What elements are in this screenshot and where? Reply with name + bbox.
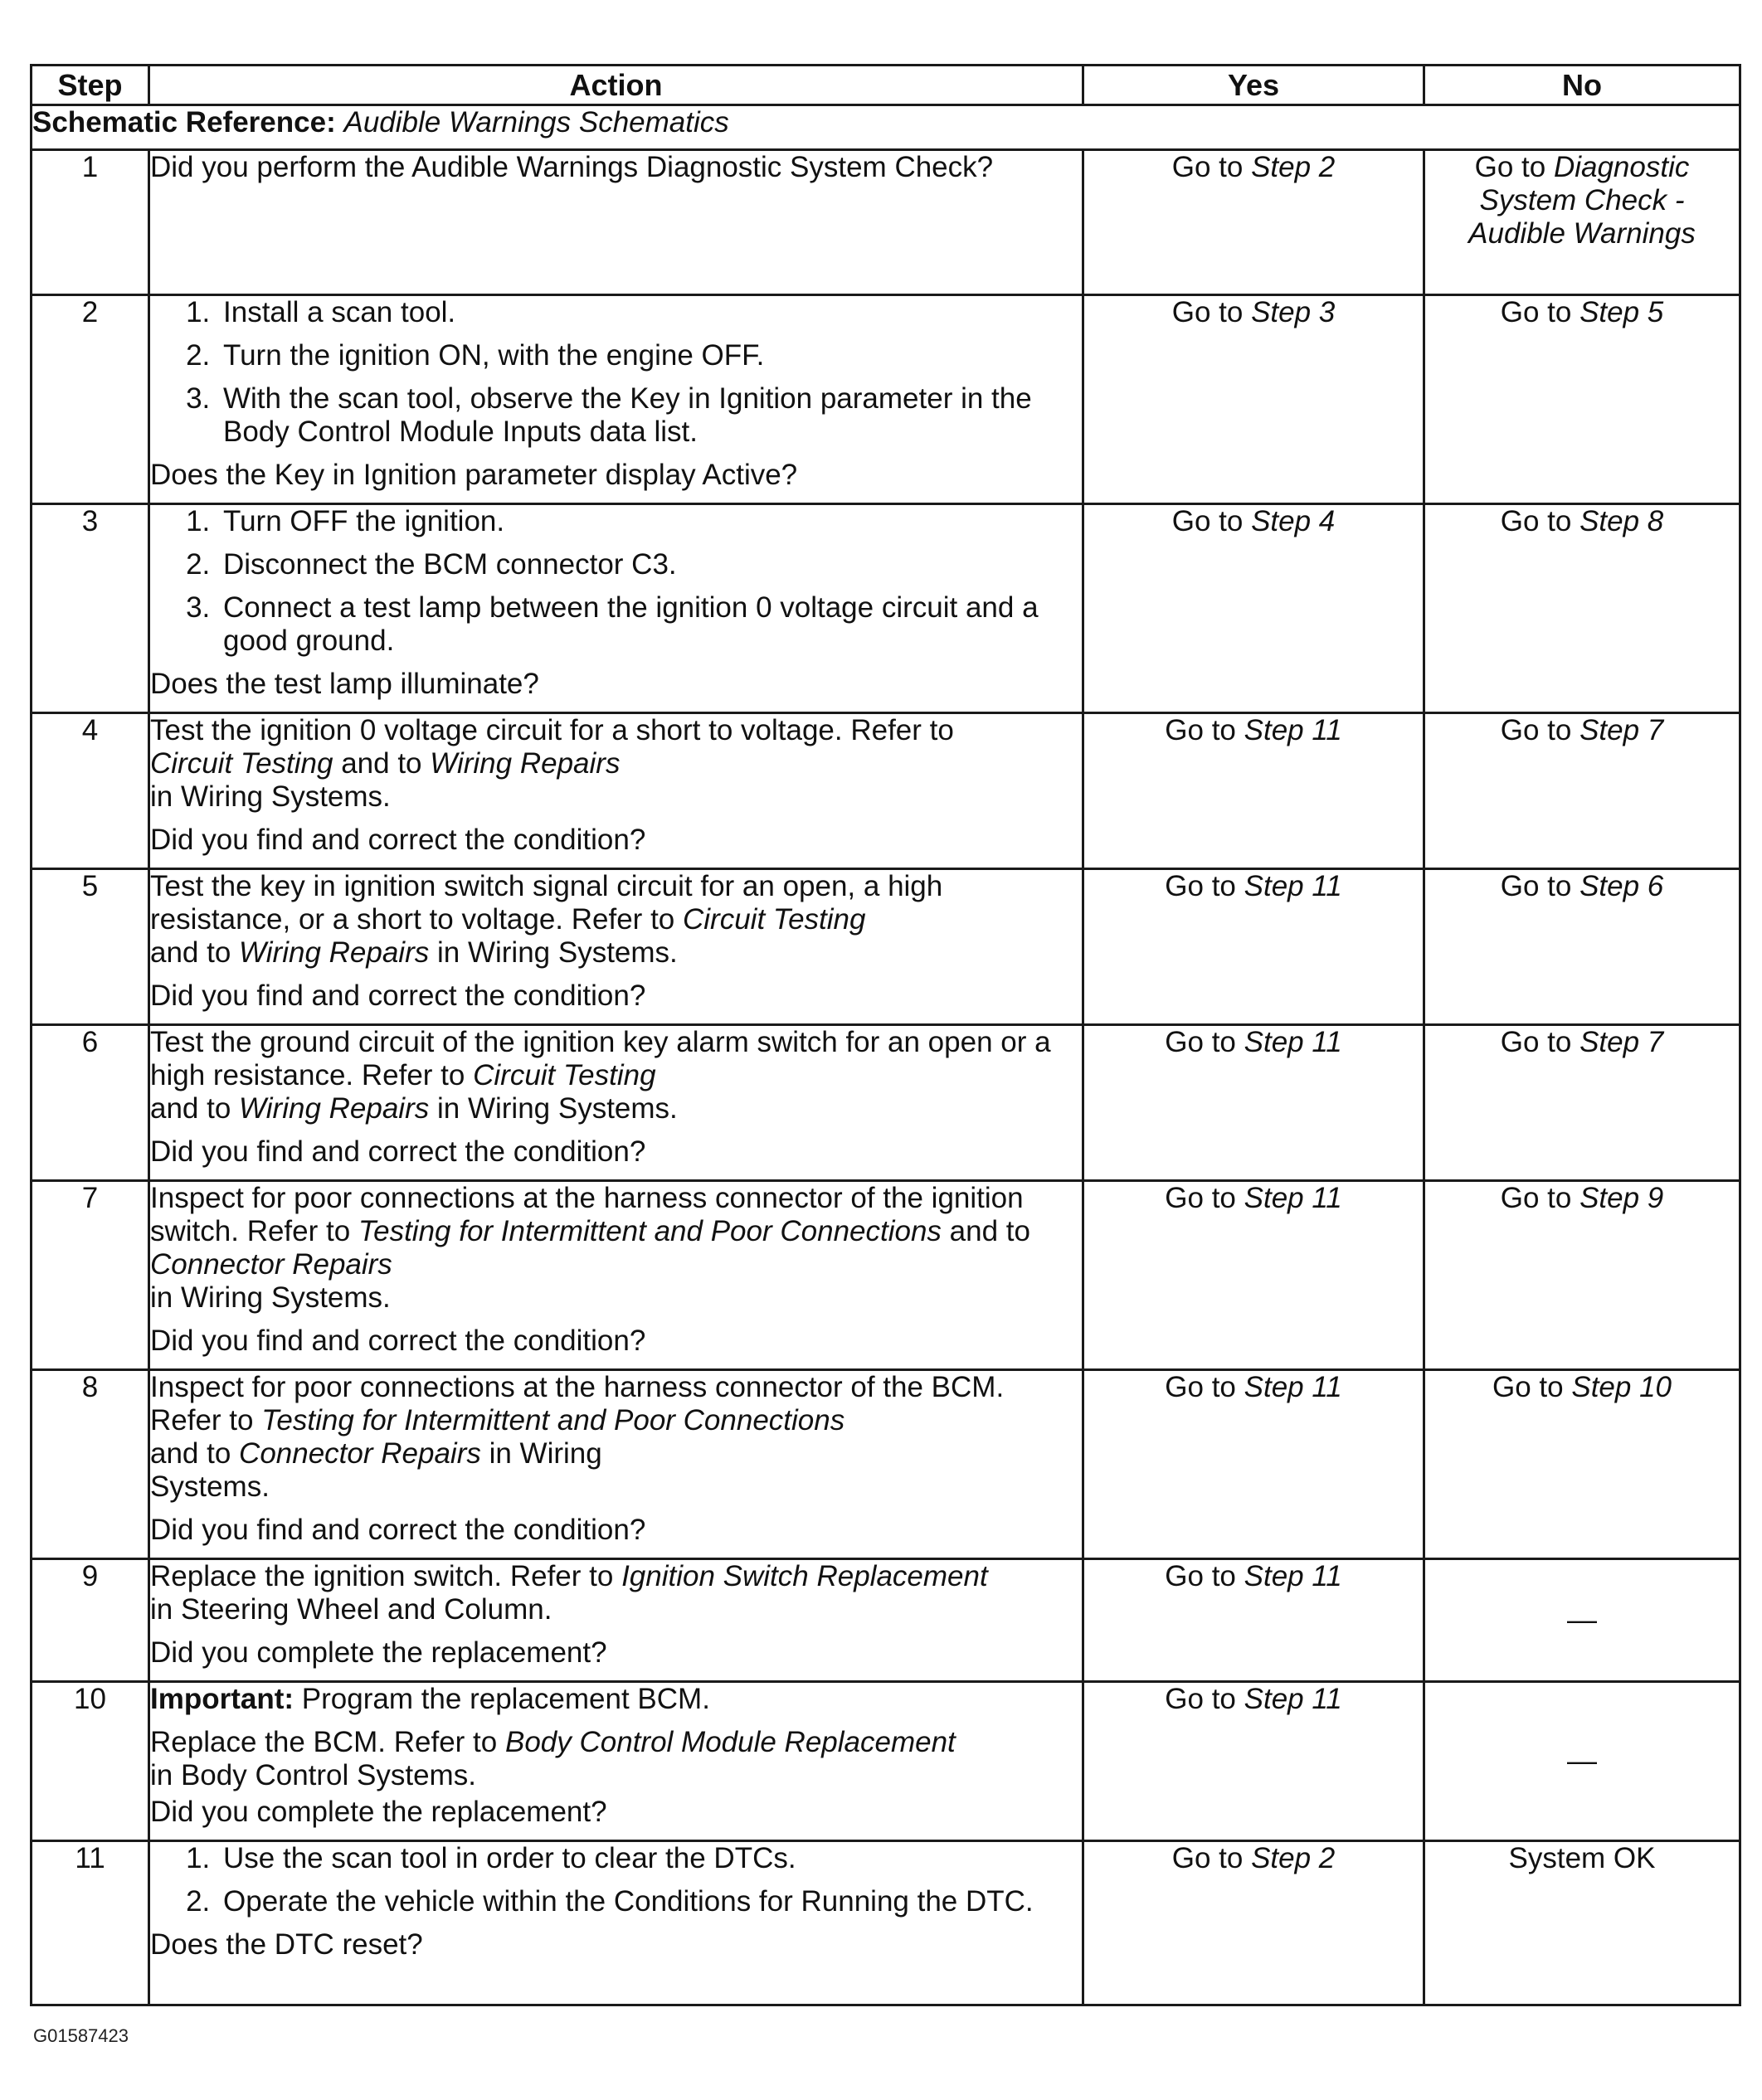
instruction-segment: Systems. [150,1470,270,1503]
action-cell [149,295,1083,504]
table-row [32,869,1740,1025]
instruction-segment: and to [150,936,231,969]
no-prefix: Go to [1500,870,1572,902]
yes-prefix: Go to [1165,1182,1236,1214]
no-dash: — [1567,1602,1597,1636]
procedure-item: 2. Turn the ignition ON, with the engine OFF. [218,339,1082,372]
yes-step-link[interactable]: Step 11 [1244,870,1342,902]
instruction-segment: and to [949,1215,1030,1247]
instruction-text [150,1026,1082,1125]
table-row [32,1682,1740,1841]
yes-step-link[interactable]: Step 3 [1251,296,1336,328]
no-cell [1424,1370,1740,1559]
reference-link[interactable]: Ignition Switch Replacement [621,1560,988,1592]
yes-step-link[interactable]: Step 11 [1244,1560,1342,1592]
no-prefix: Go to [1474,151,1546,183]
table-row [32,504,1740,713]
schematic-label: Schematic Reference: [32,106,336,139]
instruction-segment: in Wiring Systems. [150,780,391,813]
action-cell [149,1559,1083,1682]
no-prefix: Go to [1500,1182,1572,1214]
yes-prefix: Go to [1165,1560,1236,1592]
yes-cell [1083,504,1424,713]
reference-link[interactable]: Testing for Intermittent and Poor Connections [358,1215,942,1247]
no-prefix: Go to [1500,1026,1572,1058]
no-step-link[interactable]: Step 9 [1579,1182,1664,1214]
yes-prefix: Go to [1165,1683,1236,1715]
table-row [32,1025,1740,1181]
yes-prefix: Go to [1165,870,1236,902]
procedure-item: 3. Connect a test lamp between the ignition 0 voltage circuit and a good ground. [218,591,1082,658]
yes-step-link[interactable]: Step 11 [1244,714,1342,746]
instruction-segment: in Wiring Systems. [436,936,678,969]
step-number: 2 [32,295,149,504]
no-cell [1424,713,1740,869]
table-row [32,150,1740,295]
procedure-item: 2. Operate the vehicle within the Conditions for Running the DTC. [218,1885,1082,1918]
instruction-segment: Inspect for poor connections at the harness connector of the BCM. Refer to [150,1371,1005,1436]
no-cell [1424,869,1740,1025]
instruction-text [150,1371,1082,1504]
instruction-text [150,1726,1082,1792]
table-row [32,1370,1740,1559]
reference-link[interactable]: Wiring Repairs [430,747,621,780]
yes-step-link[interactable]: Step 4 [1251,505,1336,537]
procedure-item: 2. Disconnect the BCM connector C3. [218,548,1082,581]
yes-cell [1083,295,1424,504]
yes-step-link[interactable]: Step 11 [1244,1182,1342,1214]
action-cell [149,1370,1083,1559]
procedure-list [150,1842,1082,1918]
important-label: Important: [150,1683,294,1715]
instruction-segment: and to [341,747,422,780]
step-number: 6 [32,1025,149,1181]
no-cell [1424,1181,1740,1370]
yes-cell [1083,1682,1424,1841]
important-text: Program the replacement BCM. [301,1683,710,1715]
yes-cell [1083,1370,1424,1559]
no-step-link[interactable]: Step 5 [1579,296,1664,328]
no-step-link[interactable]: Step 7 [1579,714,1664,746]
no-cell [1424,504,1740,713]
reference-link[interactable]: Testing for Intermittent and Poor Connections [261,1404,845,1436]
action-cell [149,150,1083,295]
instruction-segment: Test the ground circuit of the ignition key alarm switch for an open or a high resistance. Refer to [150,1026,1051,1091]
action-cell [149,504,1083,713]
schematic-reference [32,105,1740,150]
table-row [32,713,1740,869]
question-text: Did you find and correct the condition? [150,824,646,856]
yes-cell [1083,150,1424,295]
no-prefix: Go to [1492,1371,1564,1403]
no-step-link[interactable]: Step 6 [1579,870,1664,902]
procedure-item: 3. With the scan tool, observe the Key in Ignition parameter in the Body Control Module Inputs data list. [218,382,1082,449]
schematic-row [32,105,1740,150]
no-step-link[interactable]: Step 8 [1579,505,1664,537]
instruction-segment: Test the ignition 0 voltage circuit for a short to voltage. Refer to [150,714,954,746]
instruction-segment: Replace the BCM. Refer to [150,1726,498,1758]
yes-cell [1083,869,1424,1025]
step-number: 8 [32,1370,149,1559]
no-result: System OK [1508,1842,1656,1874]
instruction-segment: in Wiring Systems. [436,1092,678,1125]
no-step-link[interactable]: Step 10 [1571,1371,1672,1403]
question-text: Does the DTC reset? [150,1928,423,1961]
yes-cell [1083,1841,1424,2005]
reference-link[interactable]: Circuit Testing [473,1059,656,1091]
step-number: 4 [32,713,149,869]
instruction-text [150,870,1082,970]
question-text: Did you find and correct the condition? [150,1135,646,1168]
no-prefix: Go to [1500,296,1572,328]
instruction-segment: in Wiring [489,1437,602,1470]
yes-step-link[interactable]: Step 2 [1251,151,1336,183]
yes-prefix: Go to [1165,714,1236,746]
reference-link[interactable]: Circuit Testing [683,903,866,936]
instruction-segment: Test the key in ignition switch signal circuit for an open, a high resistance, or a short to voltage. Refer to [150,870,943,936]
no-cell [1424,1559,1740,1682]
no-cell [1424,1841,1740,2005]
figure-id: G01587423 [33,2025,129,2046]
question-text: Did you find and correct the condition? [150,1325,646,1357]
step-number: 5 [32,869,149,1025]
header-step: Step [32,66,149,105]
step-number: 3 [32,504,149,713]
instruction-segment: in Wiring Systems. [150,1281,391,1314]
step-number: 7 [32,1181,149,1370]
no-ref-link[interactable]: Diagnostic [1553,151,1690,183]
instruction-segment: Inspect for poor connections at the harness connector of the ignition switch. Refer to [150,1182,1024,1247]
table-row [32,1559,1740,1682]
important-note [150,1683,1082,1716]
action-cell [149,713,1083,869]
no-dash: — [1567,1743,1597,1777]
procedure-list [150,505,1082,658]
question-text: Did you complete the replacement? [150,1636,607,1669]
procedure-list [150,296,1082,449]
no-cell [1424,1025,1740,1181]
reference-link[interactable]: Circuit Testing [150,747,333,780]
reference-link[interactable]: Connector Repairs [150,1248,392,1281]
instruction-segment: in Body Control Systems. [150,1759,476,1791]
action-cell [149,1682,1083,1841]
step-number: 10 [32,1682,149,1841]
table-row [32,295,1740,504]
procedure-item: 1. Use the scan tool in order to clear the DTCs. [218,1842,1082,1875]
question-text: Did you complete the replacement? [150,1796,607,1828]
step-number: 9 [32,1559,149,1682]
step-number: 1 [32,150,149,295]
no-prefix: Go to [1500,505,1572,537]
action-cell [149,869,1083,1025]
yes-cell [1083,1025,1424,1181]
procedure-item: 1. Turn OFF the ignition. [218,505,1082,538]
instruction-text [150,1182,1082,1315]
reference-link[interactable]: Connector Repairs [239,1437,481,1470]
instruction-segment: in Steering Wheel and Column. [150,1593,552,1626]
no-cell [1424,295,1740,504]
header-row [32,66,1740,105]
question-text: Did you find and correct the condition? [150,980,646,1012]
no-cell [1424,1682,1740,1841]
action-cell [149,1181,1083,1370]
diagnostic-table [30,64,1741,2006]
reference-link[interactable]: Wiring Repairs [239,936,430,969]
yes-cell [1083,713,1424,869]
yes-prefix: Go to [1165,1371,1236,1403]
action-cell [149,1025,1083,1181]
instruction-segment: Replace the ignition switch. Refer to [150,1560,614,1592]
reference-link[interactable]: Body Control Module Replacement [504,1726,956,1758]
no-ref-link[interactable]: Audible Warnings [1468,217,1696,250]
instruction-text [150,1560,1082,1626]
no-prefix: Go to [1500,714,1572,746]
table-row [32,1181,1740,1370]
reference-link[interactable]: Wiring Repairs [239,1092,430,1125]
no-ref-link[interactable]: System Check - [1479,184,1685,216]
table-row [32,1841,1740,2005]
instruction-text [150,714,1082,814]
action-cell [149,1841,1083,2005]
procedure-item: 1. Install a scan tool. [218,296,1082,329]
yes-step-link[interactable]: Step 11 [1244,1026,1342,1058]
question-text: Does the test lamp illuminate? [150,668,539,700]
instruction-segment: and to [150,1092,231,1125]
question-text: Does the Key in Ignition parameter display Active? [150,459,798,491]
yes-prefix: Go to [1171,505,1244,537]
question-text: Did you perform the Audible Warnings Diagnostic System Check? [150,151,994,183]
no-step-link[interactable]: Step 7 [1579,1026,1664,1058]
step-number: 11 [32,1841,149,2005]
yes-cell [1083,1559,1424,1682]
schematic-ref: Audible Warnings Schematics [343,106,729,139]
header-action: Action [149,66,1083,105]
header-no: No [1424,66,1740,105]
yes-prefix: Go to [1165,1026,1236,1058]
yes-step-link[interactable]: Step 11 [1244,1371,1342,1403]
instruction-segment: and to [150,1437,231,1470]
yes-cell [1083,1181,1424,1370]
header-yes: Yes [1083,66,1424,105]
yes-prefix: Go to [1171,1842,1244,1874]
yes-prefix: Go to [1171,296,1244,328]
yes-step-link[interactable]: Step 2 [1251,1842,1336,1874]
question-text: Did you find and correct the condition? [150,1514,646,1546]
yes-prefix: Go to [1171,151,1244,183]
no-cell [1424,150,1740,295]
yes-step-link[interactable]: Step 11 [1244,1683,1342,1715]
